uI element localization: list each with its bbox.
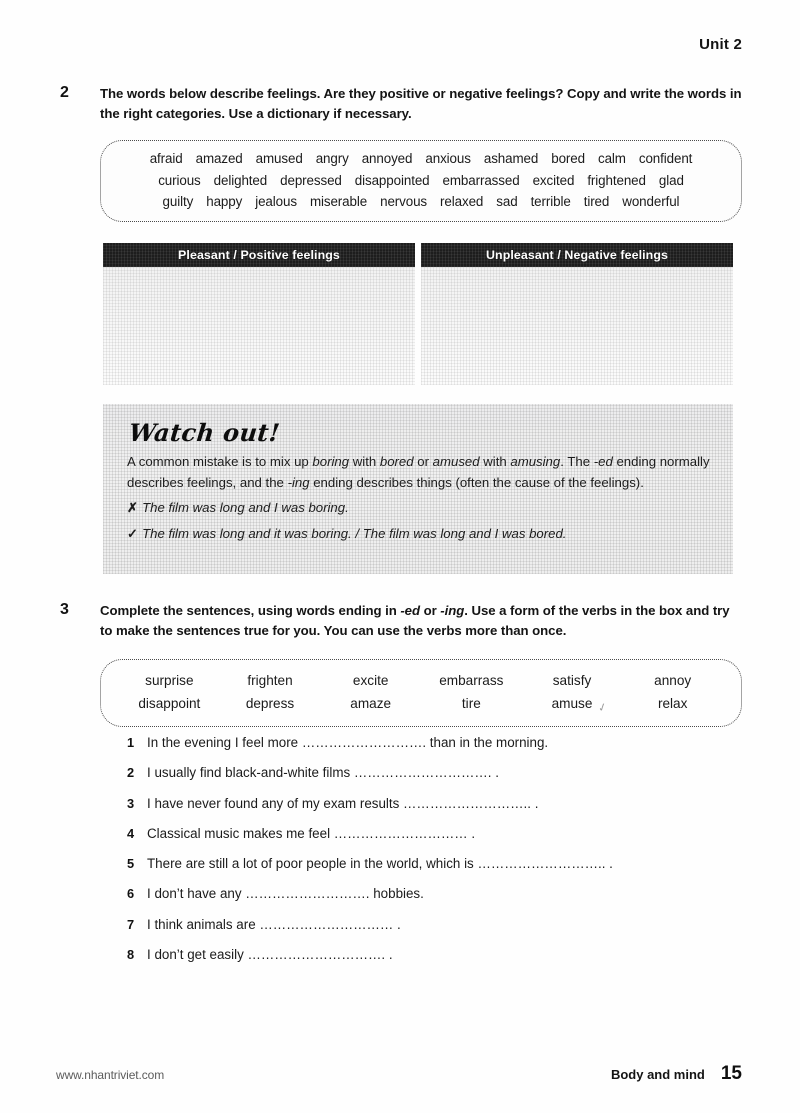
cross-icon: ✗ — [127, 500, 139, 516]
paragraph-run: A common mistake is to mix up — [127, 454, 313, 469]
word-bank-item: miserable — [309, 194, 368, 210]
word-bank-item: glad — [658, 172, 684, 188]
exercise-2 — [60, 84, 742, 222]
sentence-text: I usually find black-and-white films …………………………. . — [147, 765, 499, 781]
sentence-number: 5 — [127, 856, 135, 872]
sentence-number: 6 — [127, 886, 135, 902]
sentence-text: I think animals are ………………………… . — [147, 916, 401, 932]
emphasised-suffix: -ing — [440, 603, 465, 618]
verb-bank-item: amaze — [350, 696, 392, 712]
word-bank-item: terrible — [530, 194, 571, 210]
positive-feelings-writing-area[interactable] — [103, 267, 415, 385]
sentence-text: Classical music makes me feel ………………………… . — [147, 825, 476, 841]
word-bank-item: bored — [551, 150, 585, 166]
word-bank-item: amused — [255, 150, 303, 166]
sentence-item[interactable] — [127, 884, 740, 905]
word-bank-item: happy — [206, 194, 243, 210]
word-bank-item: excited — [532, 172, 575, 188]
word-bank-item: frightened — [587, 172, 646, 188]
incorrect-example — [127, 498, 711, 519]
sentence-item[interactable] — [127, 733, 740, 754]
sentence-number: 8 — [127, 946, 135, 962]
negative-feelings-writing-area[interactable] — [421, 267, 733, 385]
sentence-item[interactable] — [127, 824, 740, 845]
correct-example-text: The film was long and it was boring. / The film was long and I was bored. — [142, 526, 567, 542]
sentence-number: 4 — [127, 825, 135, 841]
sentence-item[interactable] — [127, 915, 740, 936]
emphasised-term: bored — [379, 454, 414, 469]
footer-website-url[interactable]: www.nhantriviet.com — [56, 1068, 165, 1082]
paragraph-run: or — [413, 454, 433, 469]
verb-bank-item: disappoint — [138, 696, 201, 712]
paragraph-run: ending describes things (often the cause of the feelings). — [309, 474, 644, 490]
verb-bank-item: tire — [461, 696, 481, 712]
paragraph-run: with — [479, 454, 511, 469]
footer-right-group — [611, 1063, 742, 1085]
sentence-number: 1 — [127, 735, 135, 750]
verb-bank-row — [119, 692, 723, 715]
word-bank-item: curious — [158, 172, 201, 188]
emphasised-suffix: -ed — [400, 603, 420, 618]
verb-bank-item: excite — [352, 672, 389, 688]
word-bank-item: calm — [597, 150, 626, 166]
exercise-2-number: 2 — [60, 84, 69, 101]
verb-bank-item: embarrass — [439, 672, 504, 688]
watch-out-box — [103, 404, 733, 574]
sentence-number: 7 — [127, 916, 135, 932]
sentence-text: I don’t have any ………………………. hobbies. — [147, 886, 424, 902]
word-bank-item: depressed — [280, 172, 342, 188]
watch-out-title: Watch out! — [127, 418, 282, 447]
exercise-3 — [60, 601, 742, 727]
paragraph-run: ending normally describes feelings, and the — [127, 454, 710, 490]
word-bank-item: confident — [638, 150, 693, 166]
page-footer — [56, 1063, 742, 1085]
verb-bank-item: surprise — [145, 672, 194, 688]
feelings-category-table — [103, 243, 733, 385]
sentence-text: In the evening I feel more ………………………. than in the morning. — [147, 735, 549, 750]
word-bank-item: jealous — [255, 194, 297, 210]
word-bank-row — [115, 148, 727, 170]
positive-feelings-column — [103, 243, 415, 385]
sentence-item[interactable] — [127, 854, 740, 875]
word-bank-item: relaxed — [440, 194, 484, 210]
verb-bank-item: satisfy — [552, 672, 592, 688]
word-bank-item: tired — [583, 194, 610, 210]
sentence-text: I don’t get easily …………………………. . — [147, 946, 393, 962]
verb-bank-item: amuse — [551, 696, 593, 712]
sentence-number: 3 — [127, 795, 135, 811]
word-bank-item: amazed — [195, 150, 243, 166]
word-bank-item: annoyed — [361, 150, 413, 166]
incorrect-example-text: The film was long and I was boring. — [142, 500, 349, 516]
paragraph-run: . The — [560, 454, 594, 469]
exercise-3-instructions — [100, 601, 742, 642]
footer-chapter-title: Body and mind — [610, 1067, 705, 1082]
emphasised-term: amused — [432, 454, 480, 469]
instruction-run: or — [419, 603, 441, 618]
exercise-3-number: 3 — [60, 601, 69, 618]
word-bank-item: afraid — [149, 150, 183, 166]
emphasised-term: -ing — [287, 474, 310, 490]
exercise-2-instructions: The words below describe feelings. Are they positive or negative feelings? Copy and write the words in the right categories. Use a dictionary if necessary. — [100, 86, 742, 122]
positive-feelings-header: Pleasant / Positive feelings — [103, 243, 415, 267]
word-bank-row — [115, 170, 727, 192]
sentence-item[interactable] — [127, 945, 740, 966]
correct-example — [127, 524, 711, 545]
verb-bank-item: frighten — [247, 672, 293, 688]
sentence-text: There are still a lot of poor people in the world, which is ……………………….. . — [147, 856, 613, 872]
word-bank-row — [115, 191, 727, 213]
verb-bank-row — [119, 669, 723, 692]
word-bank-item: nervous — [380, 194, 428, 210]
watch-out-paragraph — [127, 452, 711, 493]
verb-bank — [100, 659, 742, 727]
word-bank-item: guilty — [162, 194, 194, 210]
paragraph-run: with — [349, 454, 380, 469]
word-bank-item: disappointed — [354, 172, 430, 188]
word-bank-item: wonderful — [622, 194, 680, 210]
sentence-text: I have never found any of my exam results ……………………….. . — [147, 795, 539, 811]
word-bank-item: sad — [496, 194, 518, 210]
sentence-number: 2 — [127, 765, 135, 781]
sentence-item[interactable] — [127, 763, 740, 784]
verb-bank-item: annoy — [654, 672, 692, 688]
unit-header: Unit 2 — [699, 36, 742, 53]
emphasised-term: amusing — [510, 454, 561, 469]
exercise-3-sentence-list — [127, 733, 740, 975]
verb-bank-item: depress — [245, 696, 295, 712]
instruction-run: . Use a form of the verbs in the box and try to make the sentences true for you. You can use the verbs more than once. — [100, 603, 730, 639]
word-bank-item: ashamed — [483, 150, 539, 166]
feelings-word-bank — [100, 140, 742, 222]
word-bank-item: embarrassed — [442, 172, 520, 188]
check-icon: ✓ — [127, 526, 139, 542]
word-bank-item: anxious — [425, 150, 471, 166]
word-bank-item: angry — [315, 150, 349, 166]
footer-page-number: 15 — [720, 1063, 742, 1084]
scan-artifact-mark: ✓ — [596, 700, 610, 716]
word-bank-item: delighted — [213, 172, 268, 188]
negative-feelings-column — [421, 243, 733, 385]
instruction-run: Complete the sentences, using words ending in — [100, 603, 401, 618]
sentence-item[interactable] — [127, 794, 740, 815]
verb-bank-item: relax — [657, 696, 688, 712]
emphasised-term: boring — [312, 454, 350, 469]
negative-feelings-header: Unpleasant / Negative feelings — [421, 243, 733, 267]
emphasised-term: -ed — [593, 454, 613, 469]
